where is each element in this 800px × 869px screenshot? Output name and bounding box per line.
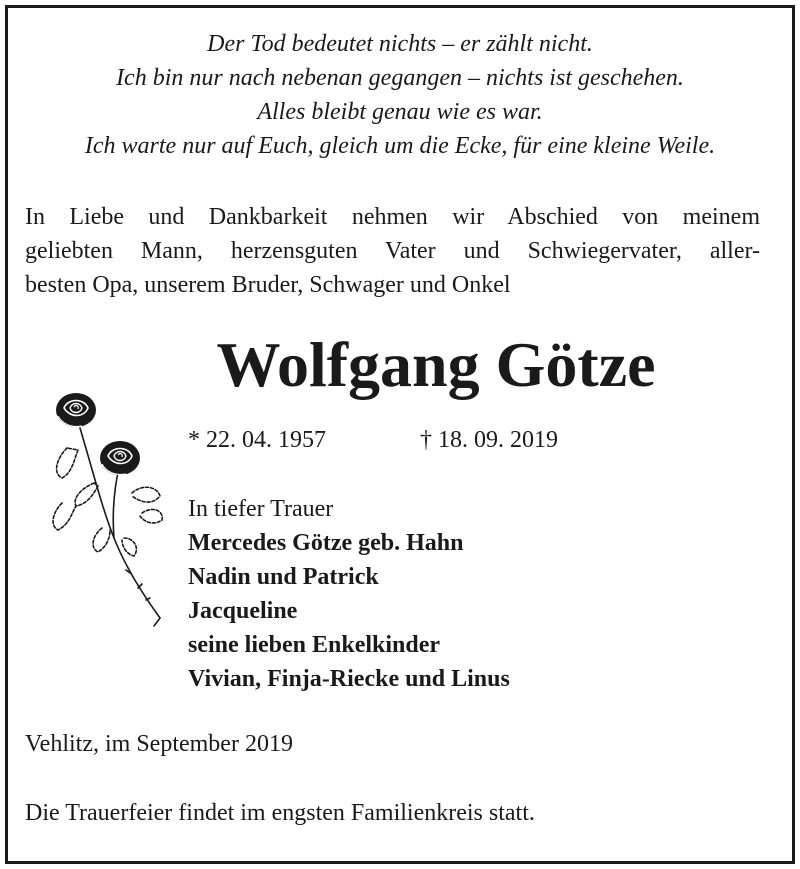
- mourner-name: Mercedes Götze geb. Hahn: [188, 530, 464, 556]
- mourner-name: Jacqueline: [188, 598, 298, 624]
- mourner-name: Vivian, Finja-Riecke und Linus: [188, 666, 510, 692]
- rose-icon: [42, 388, 172, 628]
- life-dates: [188, 423, 558, 457]
- poem: [0, 27, 800, 163]
- poem-line: Ich bin nur nach nebenan gegangen – nichts ist geschehen.: [116, 65, 684, 91]
- birth-date: * 22. 04. 1957: [188, 427, 326, 453]
- death-date: † 18. 09. 2019: [420, 427, 558, 453]
- poem-line: Alles bleibt genau wie es war.: [257, 99, 543, 125]
- intro-text: [25, 200, 760, 302]
- funeral-note: Die Trauerfeier findet im engsten Familienkreis statt.: [25, 800, 535, 826]
- intro-line: In Liebe und Dankbarkeit nehmen wir Abschied von meinem: [25, 204, 760, 230]
- place-date: Vehlitz, im September 2019: [25, 731, 293, 757]
- intro-line: besten Opa, unserem Bruder, Schwager und Onkel: [25, 272, 511, 298]
- poem-line: Ich warte nur auf Euch, gleich um die Ecke, für eine kleine Weile.: [84, 133, 716, 159]
- mourners-block: [188, 492, 510, 696]
- intro-line: geliebten Mann, herzensguten Vater und Schwiegervater, aller-: [25, 238, 760, 264]
- deceased-name: Wolfgang Götze: [216, 329, 656, 400]
- poem-line: Der Tod bedeutet nichts – er zählt nicht.: [207, 31, 593, 57]
- mourner-name: Nadin und Patrick: [188, 564, 379, 590]
- mourning-heading: In tiefer Trauer: [188, 496, 334, 522]
- mourner-name: seine lieben Enkelkinder: [188, 632, 441, 658]
